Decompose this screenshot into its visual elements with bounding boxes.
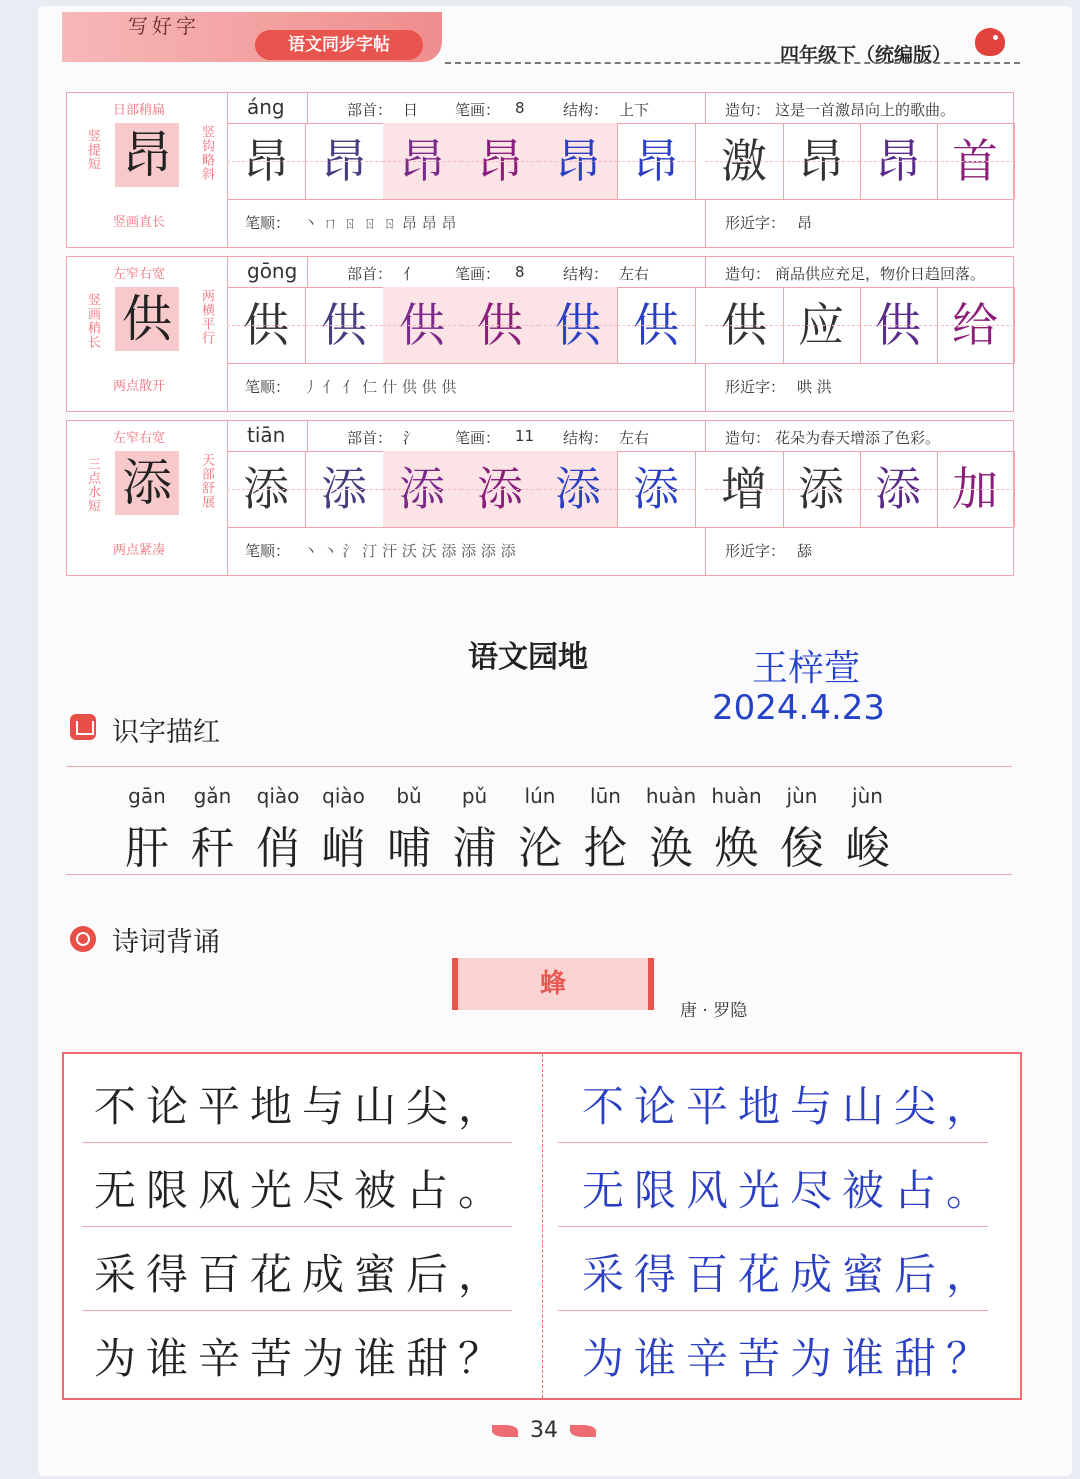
similar-text: 昂 — [797, 214, 813, 232]
divider — [705, 421, 706, 451]
radical-value: 氵 — [403, 429, 419, 447]
poem-divider — [542, 1054, 543, 1398]
handwritten-date: 2024.4.23 — [712, 688, 886, 728]
stroke-tip-bottom: 两点散开 — [113, 379, 166, 394]
shizi-pinyin: huàn — [711, 784, 762, 808]
shizi-pinyin: lūn — [590, 784, 621, 808]
poem-author: 唐 · 罗隐 — [680, 1001, 748, 1021]
word-char: 应 — [782, 287, 861, 363]
info-row — [227, 421, 1013, 452]
order-text: 丶 ㄇ ㄖ ㄖ ㄖ 昂 昂 昂 — [303, 214, 457, 232]
stroke-tip-top: 左窄右宽 — [113, 431, 166, 446]
shizi-char: 涣 — [649, 823, 693, 874]
shizi-char: 肝 — [125, 823, 169, 874]
word-char: 给 — [936, 287, 1015, 363]
similar-label: 形近字： — [725, 214, 786, 232]
radical-value: 亻 — [403, 265, 419, 283]
leaf-icon — [570, 1425, 596, 1437]
stroke-tip-right: 竖钩略斜 — [199, 125, 214, 181]
divider — [705, 93, 706, 123]
divider — [307, 257, 308, 287]
strokes-row — [227, 363, 1013, 412]
divider — [705, 528, 706, 576]
shizi-pinyin: lún — [524, 784, 556, 808]
practice-char: 昂 — [305, 123, 384, 199]
poem-line-print: 为谁辛苦为谁甜？ — [94, 1334, 511, 1383]
practice-char: 供 — [461, 287, 540, 363]
poem-line-print: 采得百花成蜜后， — [94, 1250, 511, 1299]
divider — [307, 421, 308, 451]
practice-char: 昂 — [461, 123, 540, 199]
word-char: 昂 — [859, 123, 938, 199]
divider — [705, 364, 706, 412]
practice-char: 昂 — [539, 123, 618, 199]
pinyin: gōng — [247, 259, 298, 283]
structure-value: 上下 — [619, 101, 650, 119]
stroke-tip-left: 三点水短 — [85, 457, 100, 513]
practice-char: 添 — [617, 451, 696, 527]
header-logo: 写好字 — [128, 14, 200, 38]
practice-char: 添 — [461, 451, 540, 527]
structure-label: 结构： — [563, 265, 609, 283]
main-character-cell — [67, 421, 228, 575]
similar-text: 舔 — [797, 542, 813, 560]
word-char: 添 — [782, 451, 861, 527]
shizi-char: 哺 — [387, 823, 431, 874]
divider — [66, 766, 1012, 767]
word-char: 昂 — [782, 123, 861, 199]
main-character: 昂 — [115, 123, 179, 187]
sentence-text: 这是一首激昂向上的歌曲。 — [775, 101, 956, 119]
shizi-char: 俏 — [256, 823, 300, 874]
sentence-text: 商品供应充足，物价日趋回落。 — [775, 265, 986, 283]
main-character-cell — [67, 93, 228, 247]
book-icon — [70, 714, 96, 740]
main-character: 供 — [115, 287, 179, 351]
stroke-tip-left: 竖提短 — [85, 129, 100, 171]
poem-line-handwritten: 为谁辛苦为谁甜？ — [582, 1334, 999, 1383]
stroke-tip-bottom: 两点紧凑 — [113, 543, 166, 558]
main-character-cell — [67, 257, 228, 411]
shizi-pinyin: qiào — [322, 784, 365, 808]
sentence-text: 花朵为春天增添了色彩。 — [775, 429, 941, 447]
poem-title: 蜂 — [452, 958, 654, 1010]
word-char: 增 — [705, 451, 784, 527]
main-character: 添 — [115, 451, 179, 515]
shizi-char: 沦 — [518, 823, 562, 874]
character-block — [66, 92, 1014, 248]
shizi-pinyin: huàn — [645, 784, 697, 808]
poem-rule — [82, 1226, 512, 1227]
sentence-label: 造句： — [725, 101, 771, 119]
poem-rule — [82, 1310, 512, 1311]
order-label: 笔顺： — [245, 542, 291, 560]
shizi-char: 峻 — [845, 823, 890, 874]
strokes-label: 笔画： — [455, 265, 501, 283]
stroke-tip-right: 天部舒展 — [199, 453, 214, 509]
strokes-label: 笔画： — [455, 101, 501, 119]
strokes-value: 8 — [515, 263, 525, 281]
clock-icon — [70, 926, 96, 952]
strokes-label: 笔画： — [455, 429, 501, 447]
leaf-icon — [492, 1425, 518, 1437]
practice-char: 供 — [617, 287, 696, 363]
divider — [307, 93, 308, 123]
structure-label: 结构： — [563, 429, 609, 447]
poem-section-title: 诗词背诵 — [112, 927, 220, 958]
character-block — [66, 420, 1014, 576]
bird-icon — [975, 28, 1005, 56]
pinyin: áng — [247, 95, 285, 119]
poem-line-print: 无限风光尽被占。 — [94, 1166, 511, 1215]
sentence-label: 造句： — [725, 429, 771, 447]
shizi-pinyin: jùn — [852, 784, 883, 808]
shizi-char: 俊 — [780, 823, 824, 874]
shizi-pinyin: bǔ — [396, 784, 422, 808]
shizi-pinyin: gān — [128, 784, 166, 808]
stroke-tip-top: 日部稍扁 — [113, 103, 166, 118]
shizi-char: 抡 — [583, 823, 628, 874]
poem-rule — [558, 1226, 988, 1227]
practice-char: 昂 — [617, 123, 696, 199]
poem-rule — [82, 1142, 512, 1143]
poem-line-print: 不论平地与山尖， — [94, 1082, 511, 1131]
strokes-value: 8 — [515, 99, 525, 117]
handwritten-signature: 王梓萱 — [752, 648, 861, 689]
practice-char: 添 — [305, 451, 384, 527]
radical-label: 部首： — [347, 429, 393, 447]
order-label: 笔顺： — [245, 214, 291, 232]
info-row — [227, 257, 1013, 288]
practice-grid — [227, 451, 1013, 527]
shizi-pinyin: gǎn — [193, 784, 232, 808]
series-title: 语文同步字帖 — [255, 30, 423, 60]
stroke-tip-left: 竖画稍长 — [85, 293, 100, 349]
strokes-row — [227, 527, 1013, 576]
poem-box — [62, 1052, 1022, 1400]
structure-value: 左右 — [619, 429, 650, 447]
order-text: 丿 亻 亻 仁 什 供 供 供 — [303, 378, 457, 396]
shizi-char: 峭 — [321, 823, 366, 874]
practice-char: 添 — [383, 451, 462, 527]
pinyin: tiān — [247, 423, 286, 447]
grade-label: 四年级下（统编版） — [780, 44, 952, 66]
similar-label: 形近字： — [725, 378, 786, 396]
word-char: 激 — [705, 123, 784, 199]
structure-label: 结构： — [563, 101, 609, 119]
radical-label: 部首： — [347, 265, 393, 283]
stroke-tip-top: 左窄右宽 — [113, 267, 166, 282]
practice-char: 供 — [383, 287, 462, 363]
stroke-tip-right: 两横平行 — [199, 289, 214, 345]
shizi-char: 秆 — [190, 823, 235, 874]
practice-char: 昂 — [227, 123, 306, 199]
info-row — [227, 93, 1013, 124]
practice-char: 昂 — [383, 123, 462, 199]
strokes-value: 11 — [515, 427, 535, 445]
sentence-label: 造句： — [725, 265, 771, 283]
header-divider — [445, 62, 1020, 64]
stroke-tip-bottom: 竖画直长 — [113, 215, 166, 230]
similar-text: 哄 洪 — [797, 378, 832, 396]
practice-grid — [227, 123, 1013, 199]
radical-value: 日 — [403, 101, 419, 119]
practice-grid — [227, 287, 1013, 363]
practice-char: 供 — [305, 287, 384, 363]
poem-line-handwritten: 采得百花成蜜后， — [582, 1250, 999, 1299]
practice-char: 添 — [227, 451, 306, 527]
section-title: 语文园地 — [468, 640, 588, 675]
divider — [705, 257, 706, 287]
word-char: 加 — [936, 451, 1015, 527]
page-number: 34 — [530, 1418, 558, 1443]
shizi-pinyin: jùn — [786, 784, 818, 808]
shizi-char: 浦 — [452, 823, 497, 874]
order-label: 笔顺： — [245, 378, 291, 396]
poem-line-handwritten: 不论平地与山尖， — [582, 1082, 999, 1131]
divider — [705, 200, 706, 248]
poem-rule — [558, 1142, 988, 1143]
order-text: 丶 丶 氵 汀 汗 沃 沃 添 添 添 添 — [303, 542, 516, 560]
poem-line-handwritten: 无限风光尽被占。 — [582, 1166, 999, 1215]
structure-value: 左右 — [619, 265, 650, 283]
word-char: 供 — [705, 287, 784, 363]
character-block — [66, 256, 1014, 412]
shizi-pinyin: qiào — [256, 784, 300, 808]
word-char: 供 — [859, 287, 938, 363]
word-char: 添 — [859, 451, 938, 527]
poem-rule — [558, 1310, 988, 1311]
shizi-pinyin: pǔ — [461, 784, 488, 808]
strokes-row — [227, 199, 1013, 248]
practice-char: 供 — [539, 287, 618, 363]
similar-label: 形近字： — [725, 542, 786, 560]
divider — [66, 874, 1012, 875]
shizi-char: 焕 — [714, 823, 759, 874]
practice-char: 添 — [539, 451, 618, 527]
radical-label: 部首： — [347, 101, 393, 119]
practice-char: 供 — [227, 287, 306, 363]
shizi-title: 识字描红 — [112, 717, 220, 748]
word-char: 首 — [936, 123, 1015, 199]
